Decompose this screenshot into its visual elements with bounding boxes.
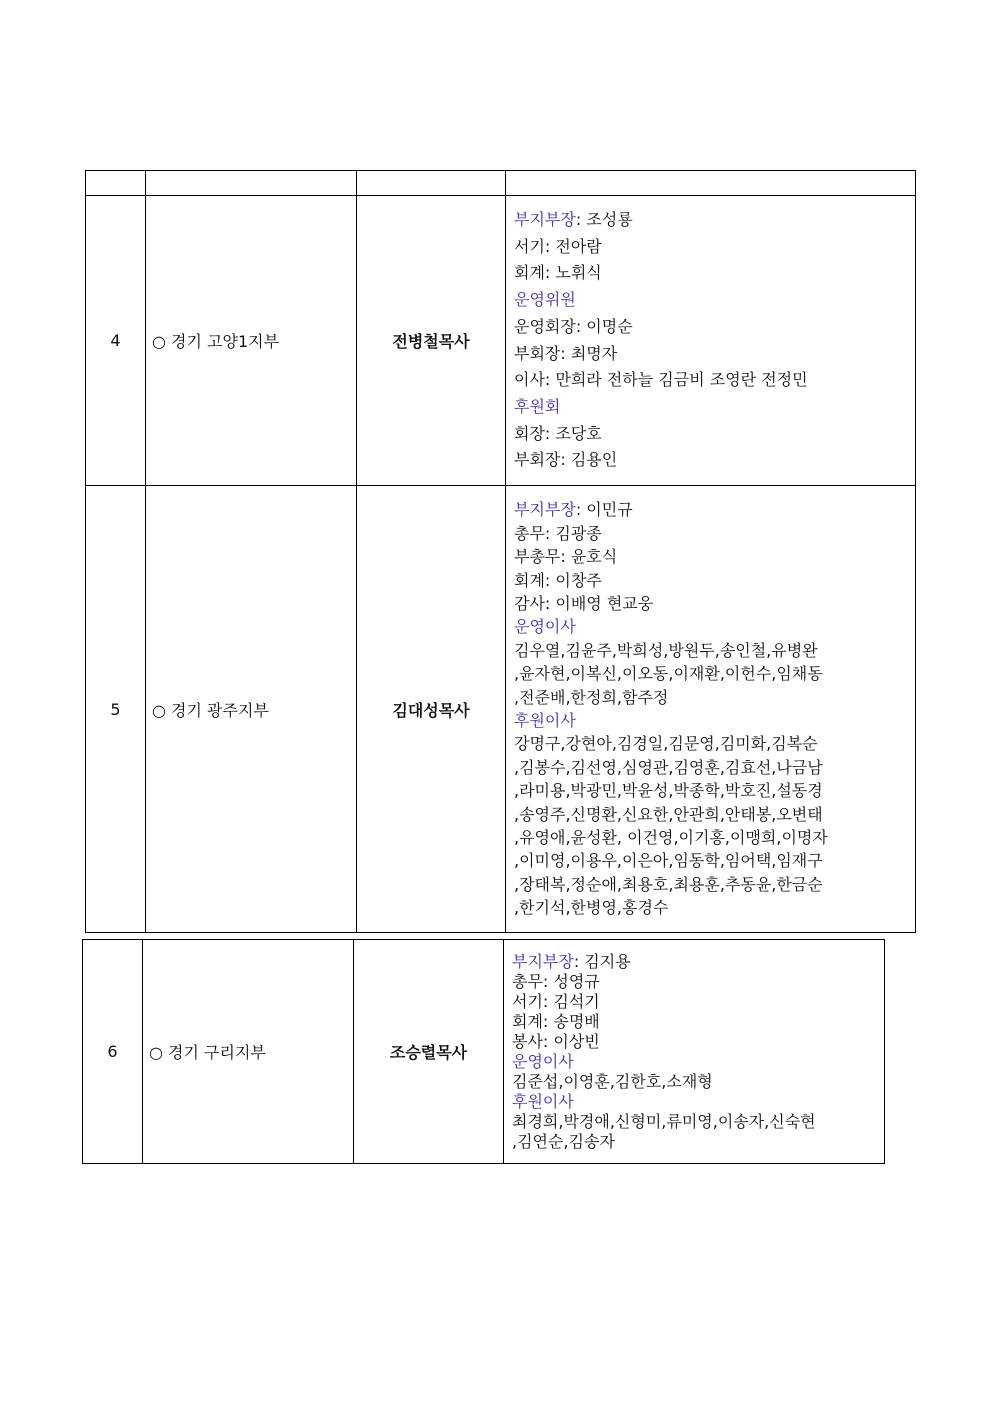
detail-line: 이사: 만희라 전하늘 김금비 조영란 전정민 [514,370,808,390]
detail-line: 부회장: 최명자 [514,343,618,363]
header-cell [357,171,506,196]
branch-leader: 김대성목사 [357,486,506,933]
detail-line: 김우열,김윤주,박희성,방원두,송인철,유병완 [514,640,818,660]
section-heading: 운영이사 [512,1051,574,1071]
branch-leader: 조승렬목사 [354,940,504,1164]
detail-line: 강명구,강현아,김경일,김문영,김미화,김복순 [514,734,818,754]
detail-line: ,전준배,한정희,함주정 [514,687,669,707]
detail-line: 회계: 이창주 [514,570,602,590]
detail-line: ,장태복,정순애,최용호,최용훈,추동윤,한금순 [514,874,823,894]
detail-line: ,윤자현,이복신,이오동,이재환,이헌수,임채동 [514,664,823,684]
row-number: 6 [83,940,143,1164]
detail-line: ,송영주,신명환,신요한,안관희,안태봉,오변태 [514,804,823,824]
detail-line: ,유영애,윤성환, 이건영,이기홍,이맹희,이명자 [514,828,828,848]
detail-line: 회계: 송명배 [512,1011,600,1031]
detail-line: 회계: 노휘식 [514,263,602,283]
detail-line: ,이미영,이용우,이은아,임동학,임어택,임재구 [514,851,823,871]
detail-value: : 김지용 [573,951,631,971]
section-heading: 부지부장 [514,209,576,229]
detail-line: 김준섭,이영훈,김한호,소재형 [512,1071,713,1091]
detail-line: 감사: 이배영 현교웅 [514,593,654,613]
detail-line: 부회장: 김용인 [514,450,618,470]
row-number: 4 [86,196,146,486]
detail-line: 최경희,박경애,신형미,류미영,이송자,신숙현 [512,1111,816,1131]
member-table [85,170,916,933]
header-cell [506,171,916,196]
officer-list [506,196,916,486]
header-cell [146,171,357,196]
detail-line: ,김봉수,김선영,심영관,김영훈,김효선,나금남 [514,757,823,777]
table-row [83,940,885,1164]
detail-value: : 조성룡 [575,209,633,229]
section-heading: 운영이사 [514,617,576,637]
branch-name: ○ 경기 구리지부 [143,940,354,1164]
branch-name: ○ 경기 광주지부 [146,486,357,933]
detail-line [514,498,915,521]
detail-line [512,952,884,972]
detail-line: 부총무: 윤호식 [514,547,618,567]
section-heading: 부지부장 [514,500,576,520]
detail-line: ,라미용,박광민,박윤성,박종학,박호진,설동경 [514,781,823,801]
header-row [86,171,916,196]
section-heading: 부지부장 [512,951,574,971]
detail-line: 총무: 김광종 [514,523,602,543]
section-heading: 후원이사 [512,1091,574,1111]
detail-line: ,김연순,김송자 [512,1131,615,1151]
officer-list [504,940,885,1164]
detail-line: 서기: 전아람 [514,236,602,256]
detail-line [514,207,915,234]
detail-value: : 이민규 [575,500,633,520]
row-number: 5 [86,486,146,933]
section-heading: 후원회 [514,396,561,416]
section-heading: 후원이사 [514,711,576,730]
detail-line: 봉사: 이상빈 [512,1031,600,1051]
officer-list [506,486,916,933]
detail-line: 서기: 김석기 [512,991,600,1011]
table-row [86,196,916,486]
detail-line: ,한기석,한병영,홍경수 [514,898,669,918]
branch-name: ○ 경기 고양1지부 [146,196,357,486]
branch-leader: 전병철목사 [357,196,506,486]
detail-line: 총무: 성영규 [512,971,600,991]
section-heading: 운영위원 [514,290,576,310]
detail-line: 운영회장: 이명순 [514,316,633,336]
table-row [86,486,916,933]
member-table-continued [82,939,885,1164]
header-cell [86,171,146,196]
detail-line: 회장: 조당호 [514,423,602,443]
